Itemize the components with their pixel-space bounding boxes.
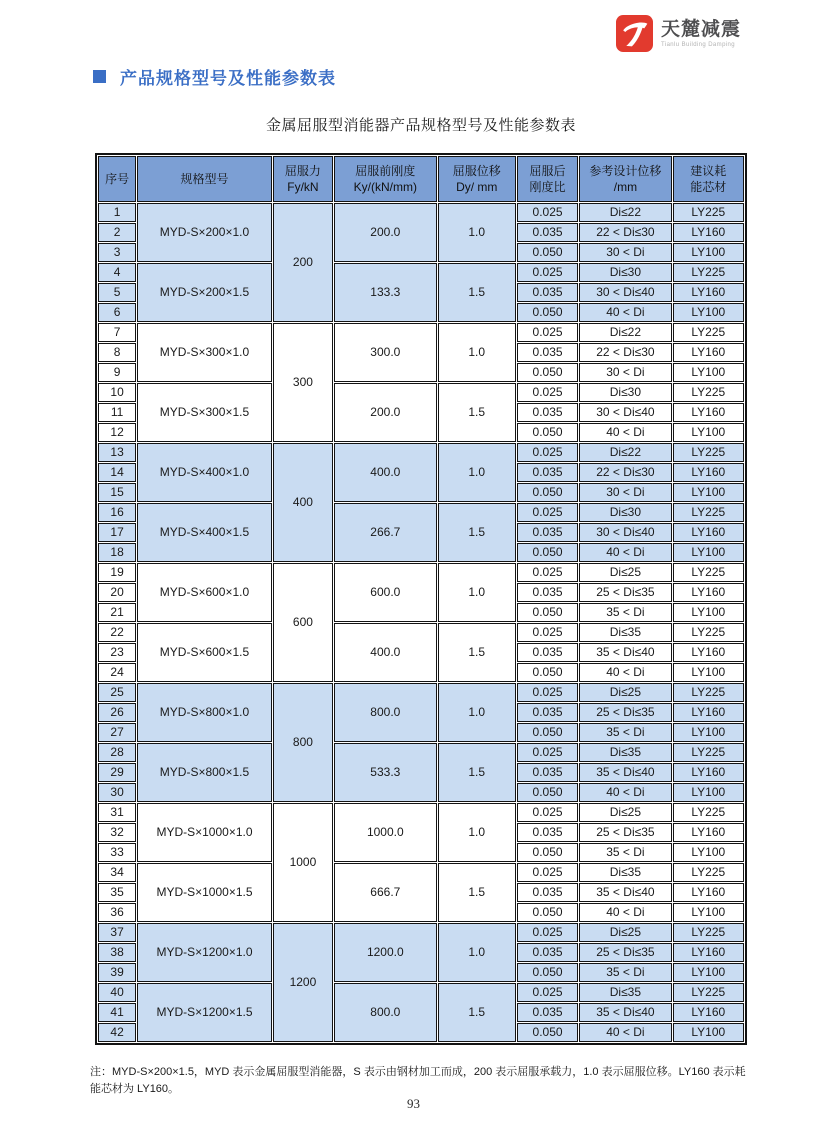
serial-cell: 16 <box>98 503 136 522</box>
yield-force-cell: 800 <box>273 683 333 802</box>
section-heading <box>93 64 336 89</box>
model-cell: MYD-S×1200×1.5 <box>137 983 272 1042</box>
stiffness-cell: 600.0 <box>334 563 436 622</box>
core-material-cell: LY100 <box>673 1023 744 1042</box>
serial-cell: 34 <box>98 863 136 882</box>
serial-cell: 29 <box>98 763 136 782</box>
table-row <box>98 383 744 402</box>
core-material-cell: LY225 <box>673 263 744 282</box>
yield-force-cell: 600 <box>273 563 333 682</box>
post-yield-ratio-cell: 0.050 <box>517 363 578 382</box>
core-material-cell: LY100 <box>673 483 744 502</box>
design-displacement-cell: 30 < Di <box>579 363 671 382</box>
serial-cell: 10 <box>98 383 136 402</box>
serial-cell: 4 <box>98 263 136 282</box>
core-material-cell: LY100 <box>673 303 744 322</box>
design-displacement-cell: Di≤35 <box>579 743 671 762</box>
post-yield-ratio-cell: 0.050 <box>517 1023 578 1042</box>
serial-cell: 28 <box>98 743 136 762</box>
post-yield-ratio-cell: 0.050 <box>517 963 578 982</box>
post-yield-ratio-cell: 0.035 <box>517 523 578 542</box>
post-yield-ratio-cell: 0.035 <box>517 823 578 842</box>
core-material-cell: LY160 <box>673 283 744 302</box>
model-cell: MYD-S×200×1.0 <box>137 203 272 262</box>
stiffness-cell: 1200.0 <box>334 923 436 982</box>
model-cell: MYD-S×400×1.0 <box>137 443 272 502</box>
design-displacement-cell: Di≤35 <box>579 623 671 642</box>
serial-cell: 12 <box>98 423 136 442</box>
post-yield-ratio-cell: 0.025 <box>517 503 578 522</box>
table-row <box>98 623 744 642</box>
core-material-cell: LY100 <box>673 663 744 682</box>
serial-cell: 5 <box>98 283 136 302</box>
serial-cell: 33 <box>98 843 136 862</box>
post-yield-ratio-cell: 0.035 <box>517 583 578 602</box>
design-displacement-cell: Di≤25 <box>579 563 671 582</box>
design-displacement-cell: 35 < Di <box>579 723 671 742</box>
yield-displacement-cell: 1.0 <box>438 803 516 862</box>
serial-cell: 14 <box>98 463 136 482</box>
stiffness-cell: 266.7 <box>334 503 436 562</box>
design-displacement-cell: 40 < Di <box>579 783 671 802</box>
stiffness-cell: 800.0 <box>334 983 436 1042</box>
core-material-cell: LY160 <box>673 523 744 542</box>
post-yield-ratio-cell: 0.035 <box>517 403 578 422</box>
square-bullet-icon <box>93 70 106 83</box>
design-displacement-cell: 22 < Di≤30 <box>579 343 671 362</box>
core-material-cell: LY160 <box>673 823 744 842</box>
core-material-cell: LY225 <box>673 383 744 402</box>
design-displacement-cell: Di≤30 <box>579 503 671 522</box>
table-row <box>98 563 744 582</box>
column-header: 屈服后 刚度比 <box>517 156 578 202</box>
design-displacement-cell: 30 < Di <box>579 483 671 502</box>
core-material-cell: LY160 <box>673 883 744 902</box>
column-header: 参考设计位移 /mm <box>579 156 671 202</box>
serial-cell: 38 <box>98 943 136 962</box>
column-header: 规格型号 <box>137 156 272 202</box>
design-displacement-cell: 35 < Di <box>579 843 671 862</box>
design-displacement-cell: 35 < Di≤40 <box>579 1003 671 1022</box>
post-yield-ratio-cell: 0.025 <box>517 983 578 1002</box>
table-row <box>98 683 744 702</box>
serial-cell: 27 <box>98 723 136 742</box>
column-header: 屈服位移 Dy/ mm <box>438 156 516 202</box>
table-caption: 金属屈服型消能器产品规格型号及性能参数表 <box>265 117 576 134</box>
core-material-cell: LY160 <box>673 343 744 362</box>
spec-table-body <box>98 203 744 1042</box>
design-displacement-cell: Di≤22 <box>579 203 671 222</box>
design-displacement-cell: 35 < Di <box>579 603 671 622</box>
serial-cell: 2 <box>98 223 136 242</box>
design-displacement-cell: 30 < Di <box>579 243 671 262</box>
serial-cell: 20 <box>98 583 136 602</box>
post-yield-ratio-cell: 0.035 <box>517 283 578 302</box>
post-yield-ratio-cell: 0.035 <box>517 1003 578 1022</box>
core-material-cell: LY160 <box>673 403 744 422</box>
model-cell: MYD-S×800×1.5 <box>137 743 272 802</box>
serial-cell: 1 <box>98 203 136 222</box>
core-material-cell: LY100 <box>673 783 744 802</box>
serial-cell: 42 <box>98 1023 136 1042</box>
post-yield-ratio-cell: 0.035 <box>517 343 578 362</box>
post-yield-ratio-cell: 0.025 <box>517 863 578 882</box>
serial-cell: 6 <box>98 303 136 322</box>
design-displacement-cell: 25 < Di≤35 <box>579 703 671 722</box>
design-displacement-cell: Di≤35 <box>579 983 671 1002</box>
core-material-cell: LY225 <box>673 803 744 822</box>
post-yield-ratio-cell: 0.050 <box>517 723 578 742</box>
yield-displacement-cell: 1.5 <box>438 863 516 922</box>
stiffness-cell: 400.0 <box>334 443 436 502</box>
model-cell: MYD-S×600×1.5 <box>137 623 272 682</box>
serial-cell: 40 <box>98 983 136 1002</box>
yield-displacement-cell: 1.0 <box>438 203 516 262</box>
serial-cell: 24 <box>98 663 136 682</box>
table-row <box>98 203 744 222</box>
yield-displacement-cell: 1.0 <box>438 923 516 982</box>
yield-displacement-cell: 1.5 <box>438 263 516 322</box>
design-displacement-cell: 22 < Di≤30 <box>579 223 671 242</box>
core-material-cell: LY160 <box>673 583 744 602</box>
serial-cell: 25 <box>98 683 136 702</box>
stiffness-cell: 533.3 <box>334 743 436 802</box>
core-material-cell: LY225 <box>673 923 744 942</box>
core-material-cell: LY225 <box>673 743 744 762</box>
design-displacement-cell: 40 < Di <box>579 1023 671 1042</box>
stiffness-cell: 200.0 <box>334 203 436 262</box>
core-material-cell: LY100 <box>673 243 744 262</box>
post-yield-ratio-cell: 0.050 <box>517 243 578 262</box>
design-displacement-cell: Di≤22 <box>579 323 671 342</box>
model-cell: MYD-S×600×1.0 <box>137 563 272 622</box>
yield-force-cell: 300 <box>273 323 333 442</box>
design-displacement-cell: 30 < Di≤40 <box>579 523 671 542</box>
serial-cell: 9 <box>98 363 136 382</box>
core-material-cell: LY225 <box>673 323 744 342</box>
table-row <box>98 983 744 1002</box>
post-yield-ratio-cell: 0.025 <box>517 383 578 402</box>
post-yield-ratio-cell: 0.050 <box>517 903 578 922</box>
design-displacement-cell: 25 < Di≤35 <box>579 823 671 842</box>
design-displacement-cell: 35 < Di <box>579 963 671 982</box>
core-material-cell: LY100 <box>673 903 744 922</box>
core-material-cell: LY100 <box>673 363 744 382</box>
serial-cell: 18 <box>98 543 136 562</box>
post-yield-ratio-cell: 0.025 <box>517 623 578 642</box>
serial-cell: 37 <box>98 923 136 942</box>
post-yield-ratio-cell: 0.025 <box>517 263 578 282</box>
model-cell: MYD-S×800×1.0 <box>137 683 272 742</box>
serial-cell: 22 <box>98 623 136 642</box>
post-yield-ratio-cell: 0.050 <box>517 783 578 802</box>
post-yield-ratio-cell: 0.025 <box>517 923 578 942</box>
spec-table <box>95 153 747 1045</box>
core-material-cell: LY100 <box>673 543 744 562</box>
post-yield-ratio-cell: 0.035 <box>517 763 578 782</box>
post-yield-ratio-cell: 0.050 <box>517 423 578 442</box>
yield-displacement-cell: 1.5 <box>438 623 516 682</box>
logo-text <box>661 20 741 48</box>
serial-cell: 7 <box>98 323 136 342</box>
table-row <box>98 863 744 882</box>
design-displacement-cell: 40 < Di <box>579 903 671 922</box>
yield-displacement-cell: 1.5 <box>438 503 516 562</box>
post-yield-ratio-cell: 0.025 <box>517 563 578 582</box>
stiffness-cell: 666.7 <box>334 863 436 922</box>
post-yield-ratio-cell: 0.035 <box>517 703 578 722</box>
stiffness-cell: 400.0 <box>334 623 436 682</box>
serial-cell: 3 <box>98 243 136 262</box>
design-displacement-cell: 40 < Di <box>579 303 671 322</box>
yield-displacement-cell: 1.0 <box>438 683 516 742</box>
page-number: 93 <box>407 1096 420 1111</box>
design-displacement-cell: 25 < Di≤35 <box>579 583 671 602</box>
table-row <box>98 263 744 282</box>
post-yield-ratio-cell: 0.025 <box>517 683 578 702</box>
core-material-cell: LY225 <box>673 503 744 522</box>
post-yield-ratio-cell: 0.035 <box>517 223 578 242</box>
design-displacement-cell: Di≤25 <box>579 803 671 822</box>
design-displacement-cell: Di≤30 <box>579 383 671 402</box>
core-material-cell: LY225 <box>673 683 744 702</box>
stiffness-cell: 1000.0 <box>334 803 436 862</box>
core-material-cell: LY160 <box>673 703 744 722</box>
serial-cell: 26 <box>98 703 136 722</box>
core-material-cell: LY225 <box>673 623 744 642</box>
design-displacement-cell: 22 < Di≤30 <box>579 463 671 482</box>
brand-name: 天麓减震 <box>661 18 742 40</box>
serial-cell: 35 <box>98 883 136 902</box>
serial-cell: 19 <box>98 563 136 582</box>
core-material-cell: LY160 <box>673 223 744 242</box>
yield-displacement-cell: 1.5 <box>438 983 516 1042</box>
core-material-cell: LY225 <box>673 863 744 882</box>
post-yield-ratio-cell: 0.050 <box>517 483 578 502</box>
design-displacement-cell: 35 < Di≤40 <box>579 763 671 782</box>
column-header: 建议耗 能芯材 <box>673 156 744 202</box>
post-yield-ratio-cell: 0.025 <box>517 743 578 762</box>
serial-cell: 23 <box>98 643 136 662</box>
design-displacement-cell: 30 < Di≤40 <box>579 403 671 422</box>
core-material-cell: LY225 <box>673 203 744 222</box>
yield-force-cell: 1000 <box>273 803 333 922</box>
core-material-cell: LY100 <box>673 843 744 862</box>
design-displacement-cell: 35 < Di≤40 <box>579 883 671 902</box>
serial-cell: 11 <box>98 403 136 422</box>
core-material-cell: LY225 <box>673 983 744 1002</box>
serial-cell: 13 <box>98 443 136 462</box>
model-cell: MYD-S×1200×1.0 <box>137 923 272 982</box>
stiffness-cell: 133.3 <box>334 263 436 322</box>
design-displacement-cell: 35 < Di≤40 <box>579 643 671 662</box>
core-material-cell: LY160 <box>673 1003 744 1022</box>
column-header: 屈服前刚度 Ky/(kN/mm) <box>334 156 436 202</box>
column-header: 序号 <box>98 156 136 202</box>
yield-force-cell: 400 <box>273 443 333 562</box>
core-material-cell: LY160 <box>673 943 744 962</box>
model-cell: MYD-S×200×1.5 <box>137 263 272 322</box>
post-yield-ratio-cell: 0.050 <box>517 303 578 322</box>
serial-cell: 15 <box>98 483 136 502</box>
brand-tagline: Tianlu Building Damping <box>661 41 736 48</box>
post-yield-ratio-cell: 0.035 <box>517 643 578 662</box>
serial-cell: 36 <box>98 903 136 922</box>
core-material-cell: LY100 <box>673 963 744 982</box>
stiffness-cell: 200.0 <box>334 383 436 442</box>
model-cell: MYD-S×300×1.0 <box>137 323 272 382</box>
serial-cell: 30 <box>98 783 136 802</box>
design-displacement-cell: Di≤22 <box>579 443 671 462</box>
serial-cell: 31 <box>98 803 136 822</box>
serial-cell: 17 <box>98 523 136 542</box>
table-row <box>98 323 744 342</box>
post-yield-ratio-cell: 0.050 <box>517 543 578 562</box>
serial-cell: 32 <box>98 823 136 842</box>
logo <box>616 15 741 52</box>
serial-cell: 21 <box>98 603 136 622</box>
model-cell: MYD-S×400×1.5 <box>137 503 272 562</box>
core-material-cell: LY225 <box>673 563 744 582</box>
post-yield-ratio-cell: 0.025 <box>517 203 578 222</box>
core-material-cell: LY100 <box>673 423 744 442</box>
stiffness-cell: 800.0 <box>334 683 436 742</box>
brand-logo-icon <box>616 15 653 52</box>
core-material-cell: LY100 <box>673 723 744 742</box>
post-yield-ratio-cell: 0.025 <box>517 803 578 822</box>
model-cell: MYD-S×1000×1.0 <box>137 803 272 862</box>
table-row <box>98 923 744 942</box>
table-header-row <box>98 156 744 202</box>
design-displacement-cell: Di≤30 <box>579 263 671 282</box>
core-material-cell: LY225 <box>673 443 744 462</box>
table-row <box>98 443 744 462</box>
core-material-cell: LY160 <box>673 763 744 782</box>
design-displacement-cell: 40 < Di <box>579 543 671 562</box>
serial-cell: 39 <box>98 963 136 982</box>
design-displacement-cell: 30 < Di≤40 <box>579 283 671 302</box>
post-yield-ratio-cell: 0.035 <box>517 463 578 482</box>
yield-displacement-cell: 1.5 <box>438 383 516 442</box>
yield-displacement-cell: 1.0 <box>438 443 516 502</box>
table-row <box>98 803 744 822</box>
table-row <box>98 743 744 762</box>
column-header: 屈服力 Fy/kN <box>273 156 333 202</box>
model-cell: MYD-S×1000×1.5 <box>137 863 272 922</box>
core-material-cell: LY100 <box>673 603 744 622</box>
core-material-cell: LY160 <box>673 643 744 662</box>
post-yield-ratio-cell: 0.050 <box>517 603 578 622</box>
design-displacement-cell: Di≤25 <box>579 683 671 702</box>
post-yield-ratio-cell: 0.050 <box>517 663 578 682</box>
design-displacement-cell: 40 < Di <box>579 423 671 442</box>
design-displacement-cell: Di≤35 <box>579 863 671 882</box>
post-yield-ratio-cell: 0.050 <box>517 843 578 862</box>
design-displacement-cell: Di≤25 <box>579 923 671 942</box>
table-row <box>98 503 744 522</box>
yield-displacement-cell: 1.0 <box>438 563 516 622</box>
table-footnote: 注：MYD-S×200×1.5，MYD 表示金属屈服型消能器，S 表示由钢材加工而成，200 表示屈服承载力，1.0 表示屈服位移。LY160 表示耗能芯材为 LY160。 <box>90 1066 746 1096</box>
post-yield-ratio-cell: 0.025 <box>517 323 578 342</box>
design-displacement-cell: 40 < Di <box>579 663 671 682</box>
stiffness-cell: 300.0 <box>334 323 436 382</box>
post-yield-ratio-cell: 0.025 <box>517 443 578 462</box>
post-yield-ratio-cell: 0.035 <box>517 883 578 902</box>
serial-cell: 8 <box>98 343 136 362</box>
yield-displacement-cell: 1.0 <box>438 323 516 382</box>
model-cell: MYD-S×300×1.5 <box>137 383 272 442</box>
core-material-cell: LY160 <box>673 463 744 482</box>
post-yield-ratio-cell: 0.035 <box>517 943 578 962</box>
yield-force-cell: 1200 <box>273 923 333 1042</box>
section-title: 产品规格型号及性能参数表 <box>120 69 336 88</box>
yield-force-cell: 200 <box>273 203 333 322</box>
yield-displacement-cell: 1.5 <box>438 743 516 802</box>
serial-cell: 41 <box>98 1003 136 1022</box>
design-displacement-cell: 25 < Di≤35 <box>579 943 671 962</box>
